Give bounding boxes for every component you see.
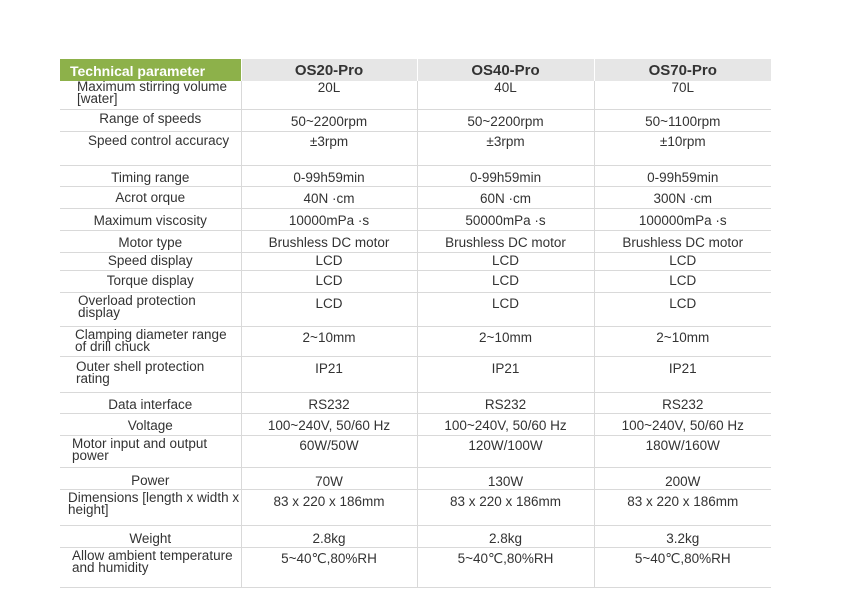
value-cell: 20L (241, 81, 417, 109)
value-cell: 70L (594, 81, 771, 109)
spec-table (60, 59, 771, 588)
value-cell: 10000mPa ·s (241, 208, 417, 230)
value-cell: LCD (594, 252, 771, 270)
value-cell: 5~40℃,80%RH (241, 547, 417, 587)
table-row (60, 252, 771, 270)
value-cell: 300N ·cm (594, 186, 771, 208)
value-cell: 2~10mm (417, 326, 594, 356)
param-label: Timing range (111, 169, 190, 185)
param-label: Maximum stirring volume [water] (77, 81, 228, 106)
value-cell: 50~2200rpm (417, 109, 594, 131)
table-row (60, 547, 771, 587)
param-label: Data interface (108, 396, 193, 412)
value-cell: 83 x 220 x 186mm (241, 489, 417, 525)
table-row (60, 292, 771, 326)
value-cell: RS232 (594, 392, 771, 413)
value-cell: 60W/50W (241, 435, 417, 467)
value-cell: 40N ·cm (241, 186, 417, 208)
value-cell: 0-99h59min (417, 165, 594, 186)
value-cell: 2~10mm (594, 326, 771, 356)
header-row (60, 59, 771, 81)
value-cell: 83 x 220 x 186mm (594, 489, 771, 525)
value-cell: LCD (241, 270, 417, 292)
param-label: Outer shell protection rating (76, 358, 205, 386)
value-cell: Brushless DC motor (594, 230, 771, 252)
header-os70-pro: OS70-Pro (594, 59, 771, 81)
value-cell: Brushless DC motor (417, 230, 594, 252)
value-cell: 3.2kg (594, 525, 771, 547)
value-cell: 100~240V, 50/60 Hz (241, 413, 417, 435)
value-cell: LCD (241, 292, 417, 326)
table-row (60, 109, 771, 131)
param-label: Voltage (127, 417, 173, 433)
param-label: Speed control accuracy (88, 132, 230, 148)
value-cell: 200W (594, 467, 771, 489)
value-cell: 100~240V, 50/60 Hz (594, 413, 771, 435)
header-technical-parameter: Technical parameter (60, 59, 241, 81)
table-row (60, 131, 771, 165)
table-row (60, 326, 771, 356)
value-cell: ±3rpm (417, 131, 594, 165)
value-cell: 60N ·cm (417, 186, 594, 208)
value-cell: 2~10mm (241, 326, 417, 356)
value-cell: LCD (594, 270, 771, 292)
table-row (60, 467, 771, 489)
value-cell: 5~40℃,80%RH (594, 547, 771, 587)
value-cell: 0-99h59min (594, 165, 771, 186)
value-cell: LCD (241, 252, 417, 270)
value-cell: 0-99h59min (241, 165, 417, 186)
param-label: Weight (129, 530, 172, 546)
param-label: Clamping diameter range of drill chuck (75, 326, 227, 354)
value-cell: RS232 (241, 392, 417, 413)
table-row (60, 489, 771, 525)
param-label: Motor type (118, 234, 183, 250)
param-label: Acrot orque (115, 189, 186, 205)
table-row (60, 81, 771, 109)
value-cell: 50~2200rpm (241, 109, 417, 131)
value-cell: 120W/100W (417, 435, 594, 467)
header-os40-pro: OS40-Pro (417, 59, 594, 81)
table-row (60, 230, 771, 252)
table-row (60, 413, 771, 435)
table-row (60, 208, 771, 230)
value-cell: 70W (241, 467, 417, 489)
param-label: Speed display (107, 252, 193, 268)
value-cell: 5~40℃,80%RH (417, 547, 594, 587)
value-cell: 40L (417, 81, 594, 109)
value-cell: 50~1100rpm (594, 109, 771, 131)
value-cell: Brushless DC motor (241, 230, 417, 252)
header-os20-pro: OS20-Pro (241, 59, 417, 81)
table-row (60, 165, 771, 186)
param-label: Overload protection display (78, 292, 196, 320)
table-row (60, 186, 771, 208)
value-cell: LCD (594, 292, 771, 326)
value-cell: IP21 (417, 356, 594, 392)
table-row (60, 270, 771, 292)
value-cell: 100000mPa ·s (594, 208, 771, 230)
param-label: Allow ambient temperature and humidity (72, 547, 233, 575)
value-cell: LCD (417, 252, 594, 270)
value-cell: LCD (417, 270, 594, 292)
value-cell: 100~240V, 50/60 Hz (417, 413, 594, 435)
value-cell: 2.8kg (417, 525, 594, 547)
value-cell: 180W/160W (594, 435, 771, 467)
value-cell: ±3rpm (241, 131, 417, 165)
value-cell: RS232 (417, 392, 594, 413)
value-cell: 2.8kg (241, 525, 417, 547)
value-cell: 83 x 220 x 186mm (417, 489, 594, 525)
value-cell: ±10rpm (594, 131, 771, 165)
value-cell: LCD (417, 292, 594, 326)
param-label: Maximum viscosity (93, 212, 207, 228)
param-label: Dimensions [length x width x height] (68, 489, 240, 517)
table-row (60, 525, 771, 547)
param-label: Torque display (106, 272, 194, 288)
param-label: Power (131, 472, 170, 488)
value-cell: 50000mPa ·s (417, 208, 594, 230)
param-label: Range of speeds (99, 110, 202, 126)
table-row (60, 435, 771, 467)
value-cell: IP21 (241, 356, 417, 392)
table-row (60, 392, 771, 413)
param-label: Motor input and output power (72, 435, 208, 463)
value-cell: 130W (417, 467, 594, 489)
table-row (60, 356, 771, 392)
value-cell: IP21 (594, 356, 771, 392)
